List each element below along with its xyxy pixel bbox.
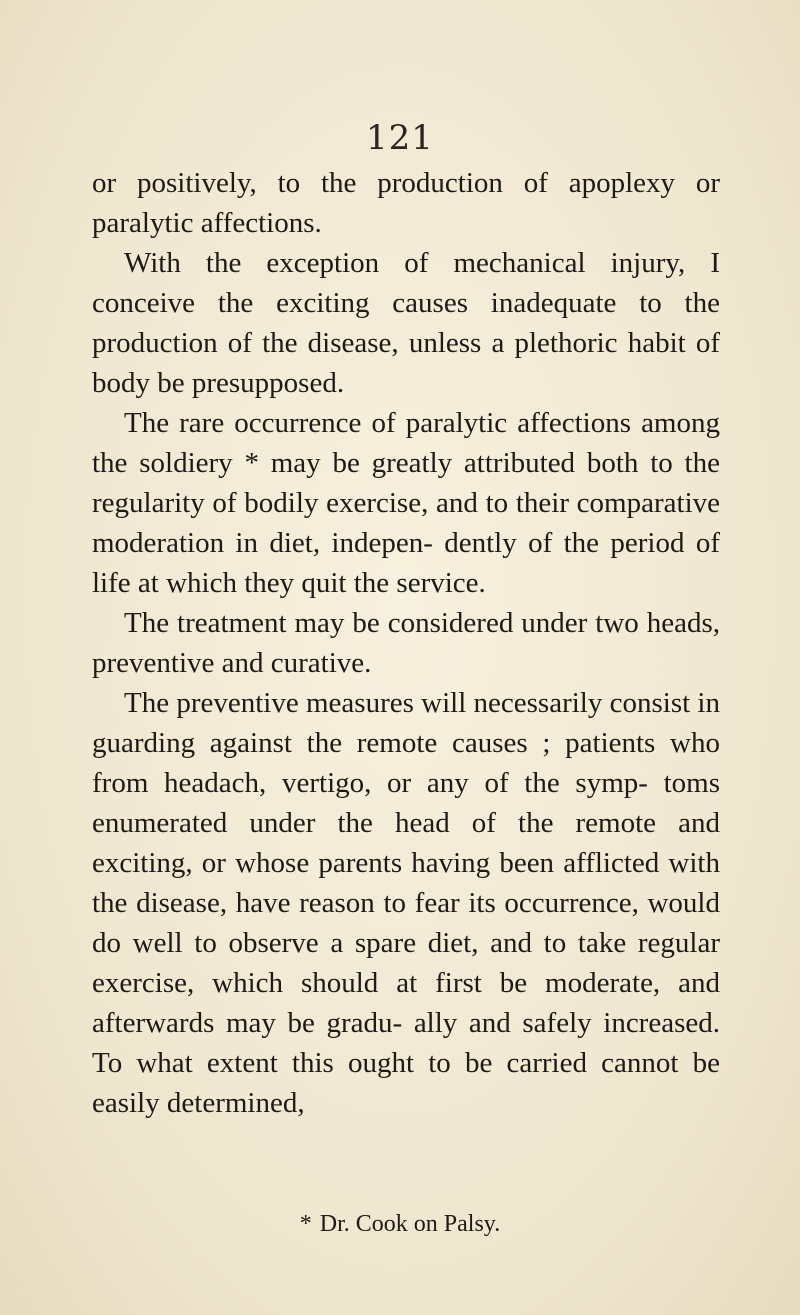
paragraph-3: The rare occurrence of paralytic affections among the soldiery * may be greatly attributed both to the regularity of bodily exercise, and to their comparative moderation in diet, indepen- dently of the period of life at which they quit the service. [92,407,720,599]
paragraph-5: The preventive measures will necessarily consist in guarding against the remote causes ; patients who from headach, vertigo, or any of the symp- toms enumerated under the head of the remote and exciting, or whose parents having been afflicted with the disease, have reason to fear its occurrence, would do well to observe a spare diet, and to take regular exercise, which should at first be moderate, and afterwards may be gradu- ally and safely increased. To what extent this ought to be carried cannot be easily determined, [92,687,720,1119]
body-text [92,163,720,1123]
page-number: 121 [366,118,434,158]
paragraph-2: With the exception of mechanical injury, I conceive the exciting causes inadequate to the production of the disease, unless a plethoric habit of body be presupposed. [92,247,720,399]
paragraph-4: The treatment may be considered under two heads, preventive and curative. [92,607,720,679]
footnote-text: Dr. Cook on Palsy. [319,1211,501,1237]
footnote [0,1211,800,1238]
paragraph-1: or positively, to the production of apoplexy or paralytic affections. [92,167,720,239]
footnote-mark: * [299,1211,312,1237]
